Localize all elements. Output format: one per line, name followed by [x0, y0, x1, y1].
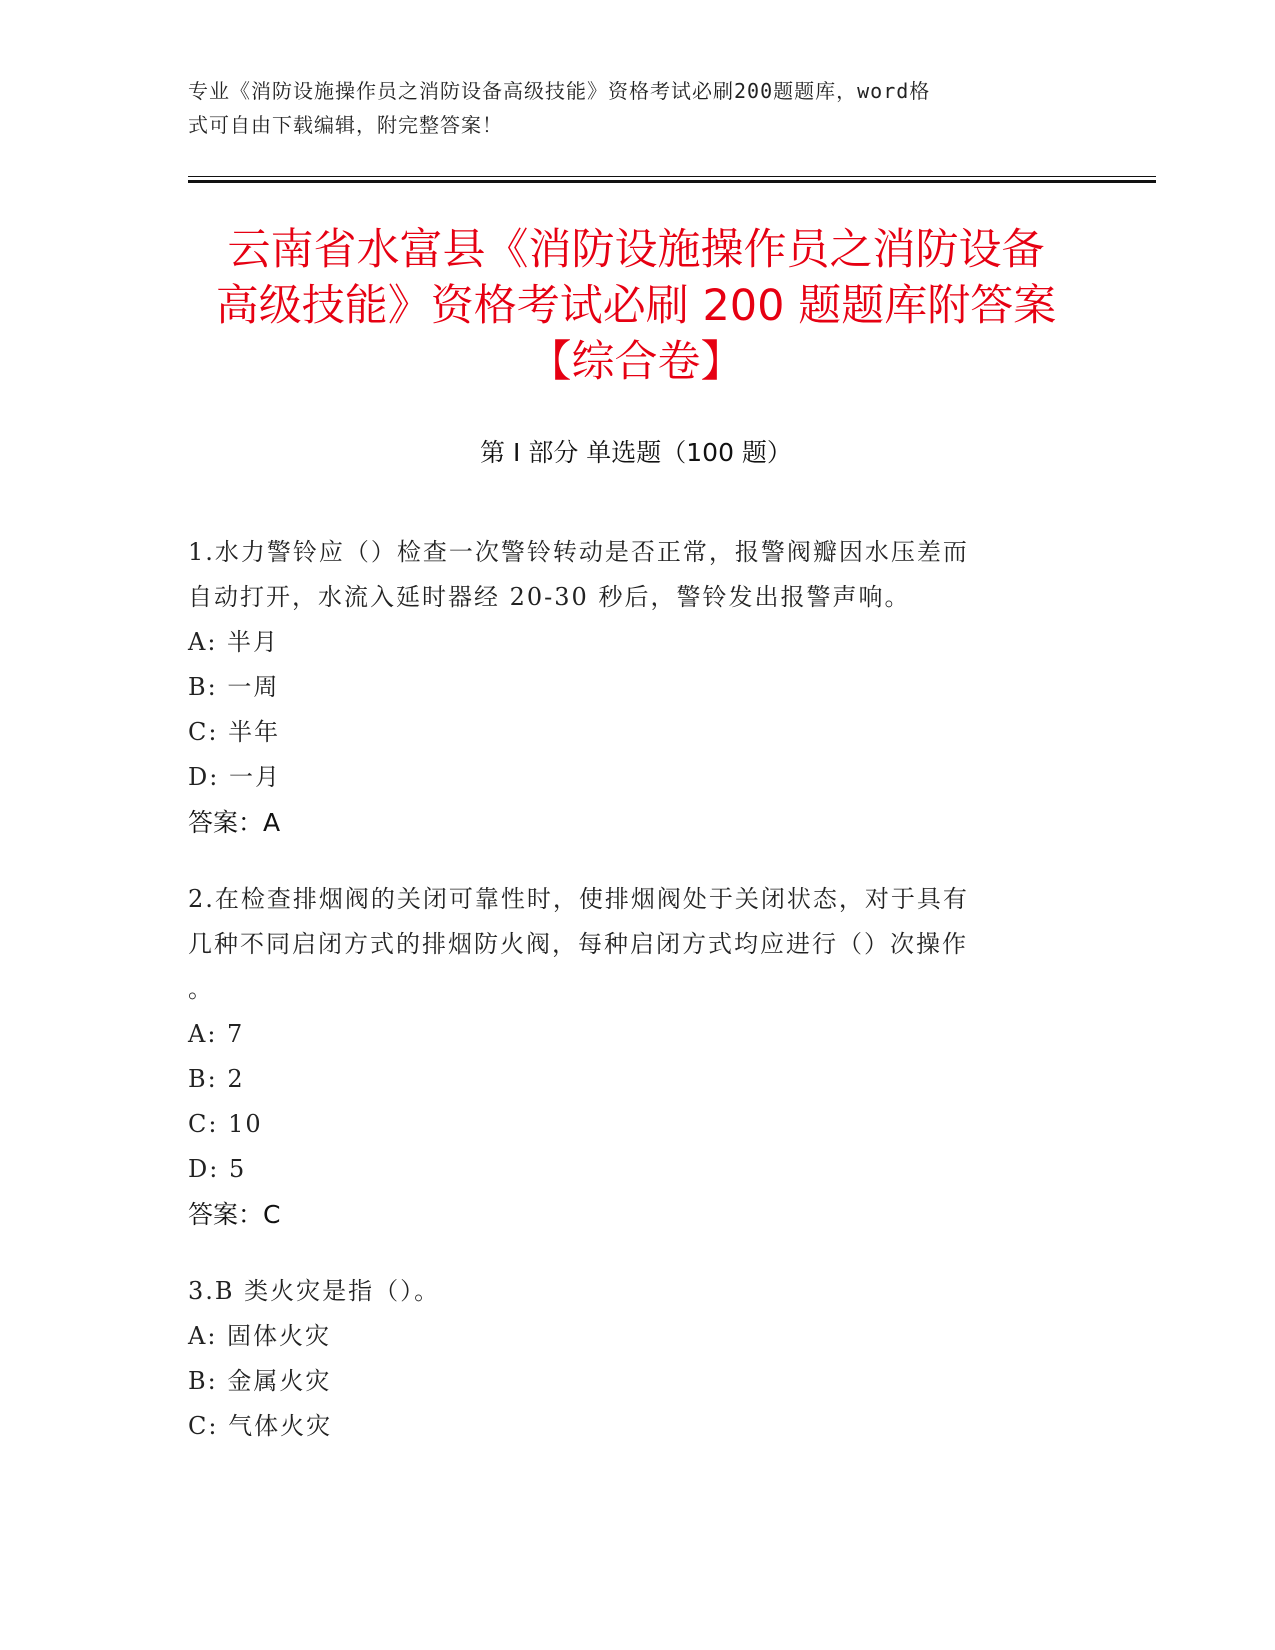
question-option: D: 5 [188, 1155, 247, 1183]
question-option: C: 半年 [188, 718, 281, 746]
question-answer: 答案：A [188, 808, 281, 837]
header-divider-thick [188, 180, 1156, 183]
question-stem: 1.水力警铃应（）检查一次警铃转动是否正常，报警阀瓣因水压差而 [188, 538, 969, 566]
question-answer: 答案：C [188, 1200, 281, 1229]
header-divider-thin [188, 176, 1156, 177]
document-header [188, 74, 1088, 142]
question-stem: 自动打开，水流入延时器经 20-30 秒后，警铃发出报警声响。 [188, 583, 911, 611]
title-line: 【综合卷】 [528, 337, 744, 387]
question-option: D: 一月 [188, 763, 281, 791]
document-title [188, 222, 1084, 390]
question-stem: 3.B 类火灾是指（）。 [188, 1277, 441, 1305]
question-option: B: 金属火灾 [188, 1367, 332, 1395]
question-item [188, 530, 1068, 845]
question-option: B: 2 [188, 1065, 245, 1093]
section-title: 第 I 部分 单选题（100 题） [480, 438, 792, 467]
title-line: 云南省水富县《消防设施操作员之消防设备 [227, 225, 1045, 275]
question-option: A: 7 [188, 1020, 245, 1048]
question-item [188, 1269, 1068, 1449]
question-stem: 几种不同启闭方式的排烟防火阀，每种启闭方式均应进行（）次操作 [188, 930, 968, 958]
question-stem: 。 [188, 975, 214, 1003]
header-line: 式可自由下载编辑，附完整答案！ [188, 113, 503, 137]
question-item [188, 877, 1068, 1237]
question-list [188, 530, 1068, 1481]
header-line: 专业《消防设施操作员之消防设备高级技能》资格考试必刷200题题库，word格 [188, 79, 931, 103]
question-option: A: 半月 [188, 628, 280, 656]
title-line: 高级技能》资格考试必刷 200 题题库附答案 [215, 281, 1057, 331]
question-option: C: 10 [188, 1110, 263, 1138]
question-option: B: 一周 [188, 673, 280, 701]
question-option: A: 固体火灾 [188, 1322, 332, 1350]
question-stem: 2.在检查排烟阀的关闭可靠性时，使排烟阀处于关闭状态，对于具有 [188, 885, 969, 913]
question-option: C: 气体火灾 [188, 1412, 333, 1440]
